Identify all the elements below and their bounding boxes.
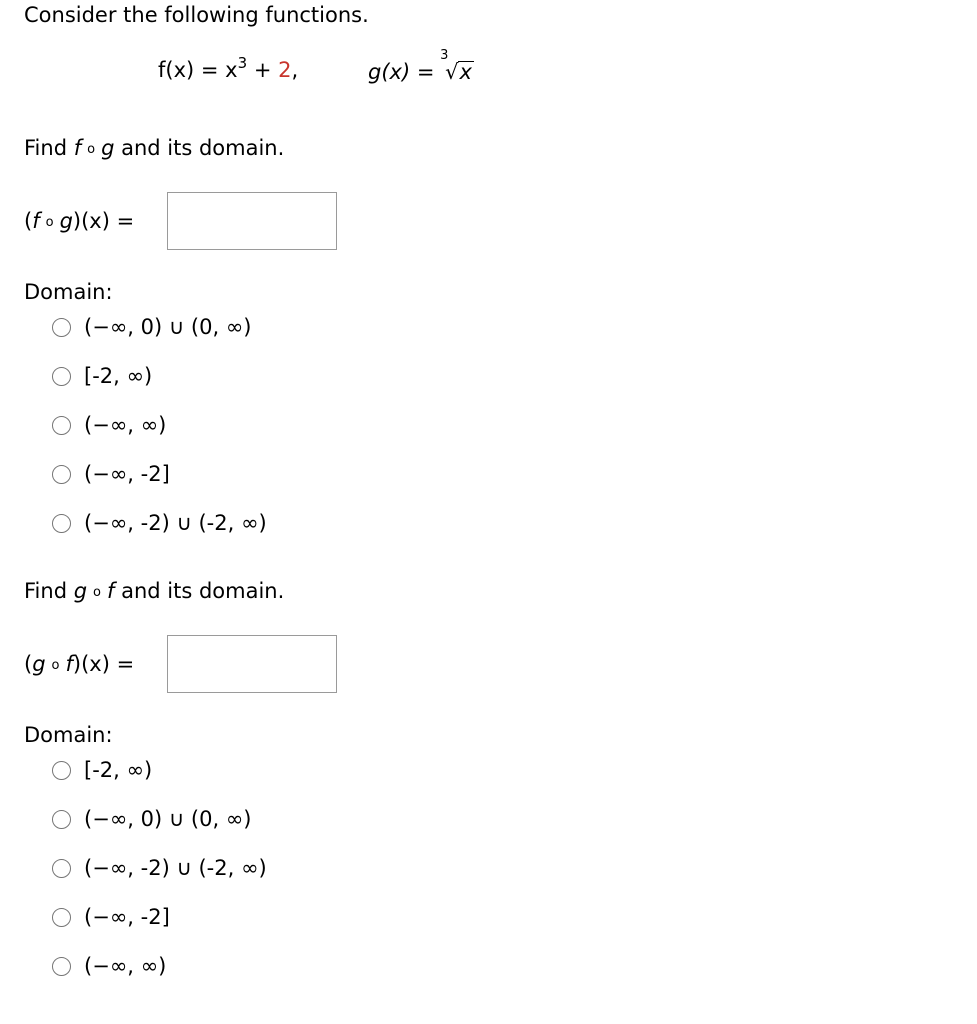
compose-icon: o [45, 215, 54, 230]
part1-option-3[interactable] [52, 412, 166, 438]
q1-pre: Find [24, 136, 74, 160]
option-label: [-2, ∞) [84, 758, 153, 782]
e2-close: )(x) = [72, 652, 135, 676]
f-lhs: f(x) = x [158, 58, 238, 82]
g-lhs: g(x) = [368, 60, 442, 84]
e2-g: g [32, 652, 46, 676]
part1-option-2[interactable] [52, 363, 152, 389]
intro-text: Consider the following functions. [24, 3, 369, 27]
e1-f: f [32, 209, 40, 233]
e2-f: f [65, 652, 73, 676]
part2-question [24, 579, 284, 603]
radicand: x [459, 60, 472, 84]
radio-button[interactable] [52, 367, 71, 386]
q2-post: and its domain. [114, 579, 285, 603]
radio-button[interactable] [52, 416, 71, 435]
radical-sign-icon: √ [445, 60, 459, 84]
f-plus: + [247, 58, 279, 82]
g-definition [368, 48, 474, 84]
q1-f: f [73, 136, 82, 160]
part2-option-2[interactable] [52, 806, 252, 832]
part2-domain-label: Domain: [24, 723, 113, 747]
radio-button[interactable] [52, 957, 71, 976]
cube-root [440, 48, 474, 84]
option-label: (−∞, 0) ∪ (0, ∞) [84, 315, 252, 339]
radio-button[interactable] [52, 810, 71, 829]
radio-button[interactable] [52, 859, 71, 878]
compose-icon: o [51, 658, 60, 673]
q1-post: and its domain. [114, 136, 285, 160]
part2-option-4[interactable] [52, 904, 170, 930]
option-label: (−∞, ∞) [84, 954, 167, 978]
e1-g: g [59, 209, 73, 233]
root-index: 3 [440, 48, 449, 63]
q1-g: g [101, 136, 115, 160]
e2-open: ( [24, 652, 33, 676]
radio-button[interactable] [52, 514, 71, 533]
part2-option-5[interactable] [52, 953, 166, 979]
option-label: [-2, ∞) [84, 364, 153, 388]
part2-option-3[interactable] [52, 855, 267, 881]
option-label: (−∞, ∞) [84, 413, 167, 437]
radio-button[interactable] [52, 761, 71, 780]
e1-open: ( [24, 209, 33, 233]
q2-g: g [73, 579, 88, 603]
radio-button[interactable] [52, 908, 71, 927]
part1-option-1[interactable] [52, 314, 252, 340]
option-label: (−∞, 0) ∪ (0, ∞) [84, 807, 252, 831]
option-label: (−∞, -2] [84, 462, 170, 486]
option-label: (−∞, -2) ∪ (-2, ∞) [84, 856, 267, 880]
part1-option-4[interactable] [52, 461, 170, 487]
q2-pre: Find [24, 579, 74, 603]
q2-f: f [107, 579, 115, 603]
f-definition [158, 54, 299, 82]
part1-option-5[interactable] [52, 510, 267, 536]
radio-button[interactable] [52, 465, 71, 484]
option-label: (−∞, -2) ∪ (-2, ∞) [84, 511, 267, 535]
part1-expression-label [24, 209, 134, 233]
part1-question [24, 136, 284, 160]
f-comma: , [291, 58, 299, 82]
f-exponent: 3 [237, 54, 248, 72]
part2-answer-input[interactable] [167, 635, 337, 693]
part2-expression-label [24, 652, 134, 676]
part2-option-1[interactable] [52, 757, 152, 783]
option-label: (−∞, -2] [84, 905, 170, 929]
compose-icon: o [87, 142, 96, 157]
compose-icon: o [93, 585, 102, 600]
radio-button[interactable] [52, 318, 71, 337]
e1-close: )(x) = [72, 209, 135, 233]
f-constant: 2 [278, 58, 292, 82]
part1-domain-label: Domain: [24, 280, 113, 304]
part1-answer-input[interactable] [167, 192, 337, 250]
